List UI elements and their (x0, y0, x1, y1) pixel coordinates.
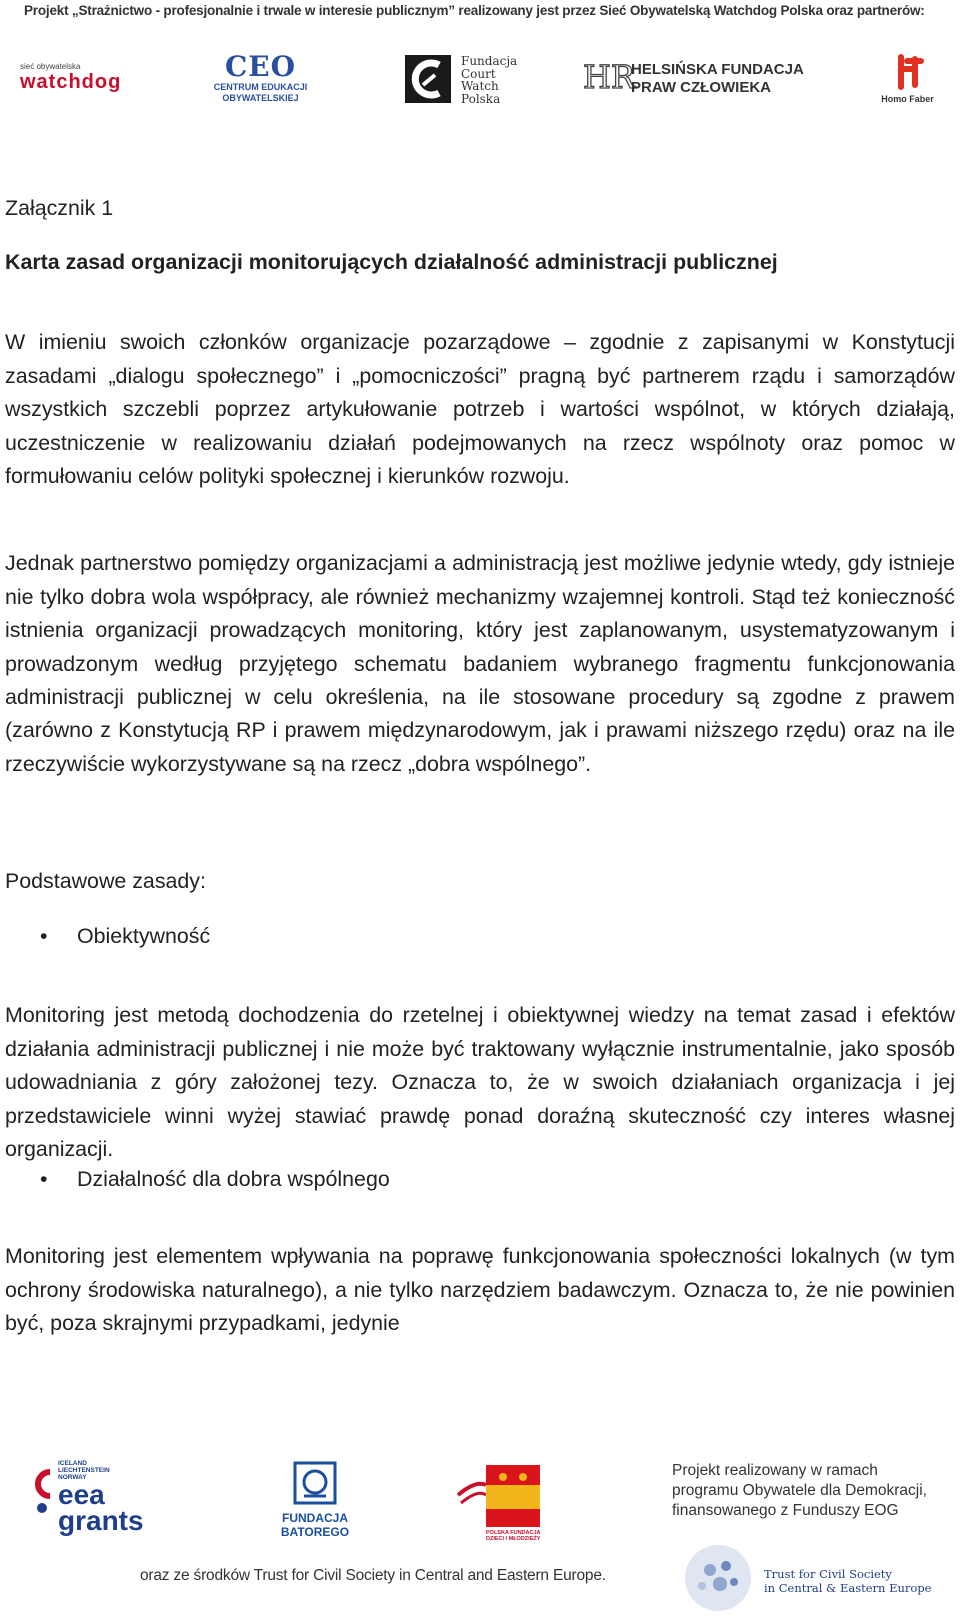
eea-countries (58, 1460, 110, 1481)
eea-country-3: NORWAY (58, 1474, 87, 1481)
hfpc-mark-letters: HR (583, 58, 635, 96)
bullet-icon: • (40, 924, 48, 948)
paragraph-common-good: Monitoring jest elementem wpływania na poprawę funkcjonowania społeczności lokalnych (w tym ochrony środowiska naturalnego), a nie tylko narzędziem badawczym. Oznacza to, że nie powinien być, poza skrajnymi przypadkami, jedynie (5, 1244, 955, 1336)
eea-country-1: ICELAND (58, 1460, 87, 1467)
bullet-icon: • (40, 1167, 48, 1191)
project-funding-line2: programu Obywatele dla Demokracji, (672, 1482, 927, 1499)
ceo-logo (208, 52, 313, 108)
batory-mark-icon (292, 1460, 338, 1506)
children-foundation-logo (456, 1455, 551, 1545)
paragraph-objectivity: Monitoring jest metodą dochodzenia do rzetelnej i obiektywnej wiedzy na temat zasad i efektów działania administracji publicznej i nie może być traktowany wyłącznie instrumentalnie, jako sposób udowadniania z góry założonej tezy. Oznacza to, że w swoich działaniach organizacja i jej przedstawiciele winni wyżej stawiać prawdę ponad doraźną skuteczność czy interes własnej organizacji. (5, 1003, 955, 1162)
list-item-objectivity (40, 924, 210, 949)
trust-funding-line: oraz ze środków Trust for Civil Society in Central and Eastern Europe. (140, 1567, 606, 1584)
annex-label: Załącznik 1 (5, 196, 114, 220)
list-item-common-good (40, 1167, 390, 1192)
eea-grants-text (58, 1479, 144, 1536)
eea-grants-mark-icon (28, 1466, 56, 1516)
children-foundation-line1: POLSKA FUNDACJA (486, 1530, 541, 1536)
court-watch-text (461, 55, 517, 105)
eea-text-line2: grants (58, 1505, 144, 1536)
court-watch-line2: Court (461, 66, 496, 81)
children-foundation-line2: DZIECI I MŁODZIEŻY (486, 1536, 541, 1542)
paragraph-intro: W imieniu swoich członków organizacje pozarządowe – zgodnie z zapisanymi w Konstytucji zasadami „dialogu społecznego” i „pomocniczości” pragną być partnerem rządu i samorządów wszystkich szczebli poprzez artykułowanie potrzeb i wartości wspólnot, w których działają, uczestniczenie w realizowaniu działań podejmowanych na rzecz wspólnoty oraz pomoc w formułowaniu celów polityki społecznej i kierunków rozwoju. (5, 330, 955, 489)
watchdog-logo (20, 62, 150, 98)
trust-logo-line1: Trust for Civil Society (764, 1567, 892, 1581)
principles-heading: Podstawowe zasady: (5, 869, 206, 893)
hfpc-line2: PRAW CZŁOWIEKA (631, 79, 771, 96)
court-watch-line3: Watch (461, 79, 499, 93)
batory-logo (275, 1460, 355, 1540)
trust-logo-line2: in Central & Eastern Europe (764, 1581, 932, 1595)
ceo-logo-line1: CENTRUM EDUKACJI (213, 82, 308, 92)
ceo-logo-line2: OBYWATELSKIEJ (222, 93, 299, 103)
children-foundation-text (486, 1530, 541, 1542)
homo-faber-mark-icon (893, 55, 923, 89)
eea-text-line1: eea (58, 1479, 105, 1510)
homo-faber-logo (875, 55, 940, 105)
court-watch-mark-icon (405, 55, 451, 103)
batory-line1: FUNDACJA (282, 1511, 348, 1525)
project-funding-line1: Projekt realizowany w ramach (672, 1462, 878, 1479)
homo-faber-label: Homo Faber (881, 94, 934, 104)
project-funding-line3: finansowanego z Funduszy EOG (672, 1502, 899, 1519)
document-title: Karta zasad organizacji monitorujących działalność administracji publicznej (5, 250, 778, 274)
eea-grants-logo (28, 1460, 143, 1535)
children-foundation-mark-icon (456, 1455, 551, 1530)
batory-line2: BATOREGO (280, 1525, 350, 1539)
hfpc-mark-icon (583, 58, 635, 96)
trust-civil-society-logo (680, 1540, 932, 1615)
list-item-label: Działalność dla dobra wspólnego (77, 1167, 390, 1191)
ceo-logo-text: CEO (224, 50, 297, 83)
court-watch-line1: Fundacja (461, 54, 518, 68)
watchdog-logo-small: sieć obywatelska (20, 62, 81, 71)
paragraph-partnership: Jednak partnerstwo pomiędzy organizacjami a administracją jest możliwe jedynie wtedy, gdy istnieje nie tylko dobra wola współpracy, ale również mechanizmy wzajemnej kontroli. Stąd też konieczność istnienia organizacji prowadzących monitoring, który jest zaplanowanym, usystematyzowanym i prowadzonym według przyjętego schematu badaniem wybranego fragmentu funkcjonowania administracji publicznej w celu określenia, na ile stosowane procedury są zgodne z prawem (zarówno z Konstytucją RP i prawem międzynarodowym, jak i prawami niższego rzędu) oraz na ile rzeczywiście wykorzystywane są na rzecz „dobra wspólnego”. (5, 551, 955, 776)
trust-globe-icon (680, 1540, 756, 1616)
list-item-label: Obiektywność (77, 924, 211, 948)
trust-logo-text (764, 1567, 931, 1595)
watchdog-logo-text: watchdog (20, 71, 122, 93)
project-header-line: Projekt „Strażnictwo - profesjonalnie i trwale w interesie publicznym” realizowany jest przez Sieć Obywatelską Watchdog Polska oraz partnerów: (24, 3, 925, 18)
court-watch-line4: Polska (461, 91, 501, 106)
court-watch-logo (405, 55, 535, 105)
eea-country-2: LIECHTENSTEIN (58, 1467, 110, 1474)
hfpc-text (631, 61, 804, 97)
hfpc-logo (583, 58, 808, 98)
project-funding-note (672, 1461, 927, 1521)
hfpc-line1: HELSIŃSKA FUNDACJA (631, 61, 804, 78)
